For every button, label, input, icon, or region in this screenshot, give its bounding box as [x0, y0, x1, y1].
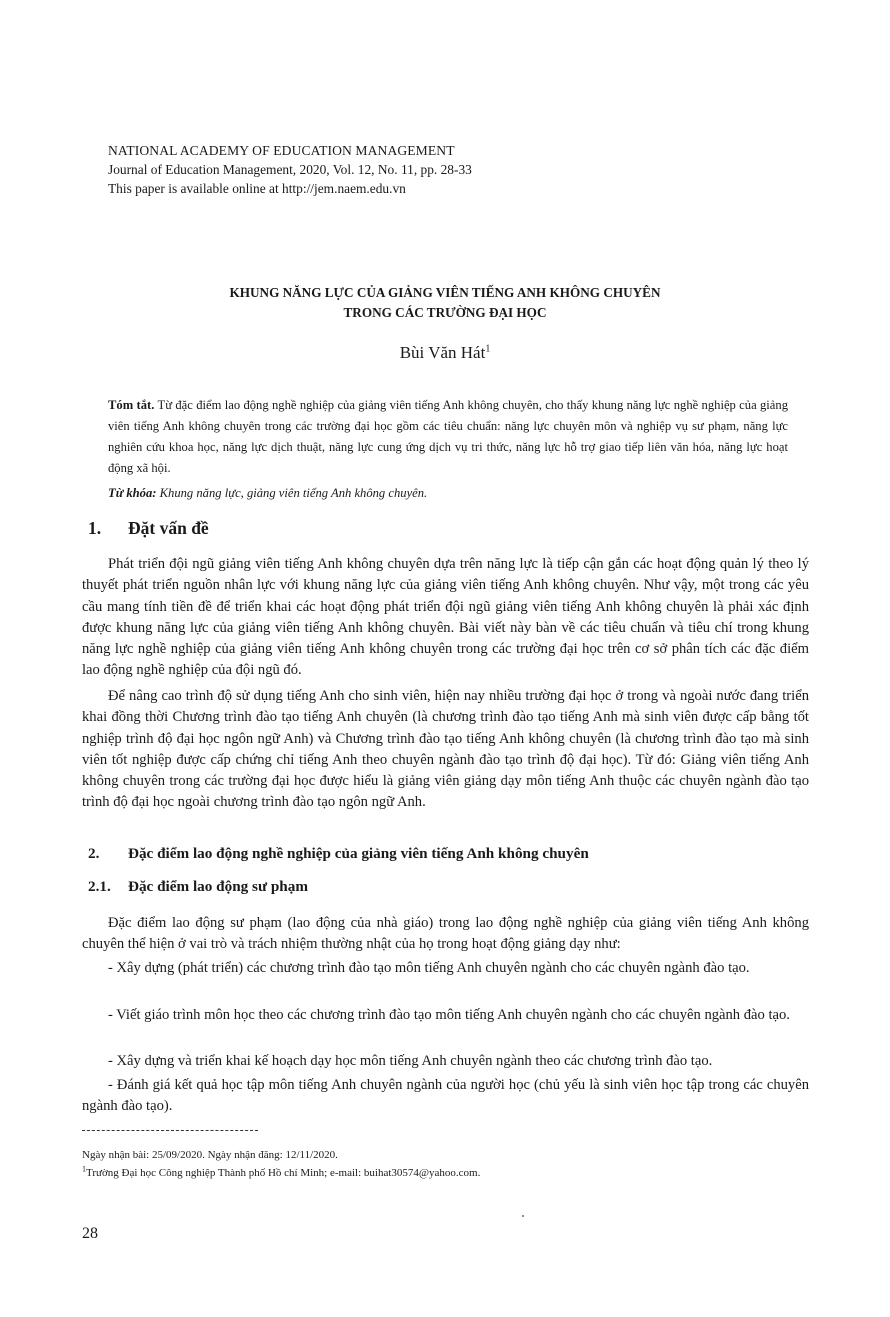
abstract-text: Từ đặc điểm lao động nghề nghiệp của giảng viên tiếng Anh không chuyên, cho thấy khung năng lực nghề nghiệp của giảng viên tiếng Anh không chuyên trong các trường đại học gồm các tiêu chuẩn: năng lực chuyên môn và nghiệp vụ sư phạm, năng lực nghiên cứu khoa học, năng lực dịch thuật, năng lực cung ứng dịch vụ tri thức, năng lực hỗ trợ giao tiếp liên văn hóa, năng lực hoạt động xã hội.	[108, 398, 788, 475]
publisher-name: NATIONAL ACADEMY OF EDUCATION MANAGEMENT	[108, 143, 455, 158]
title-line-1: KHUNG NĂNG LỰC CỦA GIẢNG VIÊN TIẾNG ANH KHÔNG CHUYÊN	[229, 285, 661, 300]
keywords-label: Từ khóa:	[108, 486, 157, 500]
journal-header	[108, 141, 472, 198]
affiliation-text: Trường Đại học Công nghiệp Thành phố Hồ chí Minh; e-mail: buihat30574@yahoo.com.	[86, 1167, 481, 1179]
online-availability: This paper is available online at http://jem.naem.edu.vn	[108, 181, 406, 196]
footnote-marker: 1	[82, 1164, 86, 1174]
footnote-divider	[82, 1130, 258, 1131]
section-1-number: 1.	[88, 518, 102, 538]
section-1-paragraph-2: Để nâng cao trình độ sử dụng tiếng Anh cho sinh viên, hiện nay nhiều trường đại học ở trong và ngoài nước đang triển khai đồng thời Chương trình đào tạo tiếng Anh chuyên (là chương trình đào tạo tiếng Anh mà sinh viên được cấp bằng tốt nghiệp trình độ đại học ngôn ngữ Anh) và Chương trình đào tạo tiếng Anh không chuyên (là chương trình đào tạo mà sinh viên tốt nghiệp được cấp chứng chỉ tiếng Anh theo chuyên ngành đào tạo trình độ đại học). Từ đó: Giảng viên tiếng Anh không chuyên trong các trường đại học được hiểu là giảng viên giảng dạy môn tiếng Anh thuộc các chuyên ngành đào tạo trình độ đại học ngoài chương trình đào tạo ngôn ngữ Anh.	[82, 688, 809, 811]
abstract-label: Tóm tắt.	[108, 398, 155, 412]
list-item: - Xây dựng (phát triển) các chương trình đào tạo môn tiếng Anh chuyên ngành cho các chuyên ngành đào tạo.	[108, 960, 750, 976]
section-2-title: Đặc điểm lao động nghề nghiệp của giảng viên tiếng Anh không chuyên	[128, 845, 589, 862]
author-footnote-marker: 1	[485, 343, 491, 355]
keywords-text: Khung năng lực, giảng viên tiếng Anh không chuyên.	[156, 486, 428, 500]
journal-citation: Journal of Education Management, 2020, Vol. 12, No. 11, pp. 28-33	[108, 162, 472, 177]
page-number: 28	[82, 1225, 98, 1242]
author-line	[0, 343, 890, 363]
section-2-heading	[88, 845, 589, 863]
section-1-paragraph-1: Phát triển đội ngũ giảng viên tiếng Anh không chuyên dựa trên năng lực là tiếp cận gắn các hoạt động quản lý theo lý thuyết phát triển nguồn nhân lực với khung năng lực của giảng viên tiếng Anh không chuyên. Như vậy, một trong các yêu cầu mang tính tiền đề để triển khai các hoạt động phát triển đội ngũ giảng viên tiếng Anh không chuyên là phải xác định được khung năng lực của giảng viên tiếng Anh không chuyên. Bài viết này bàn về các tiêu chuẩn và tiêu chí trong khung năng lực nghề nghiệp của giảng viên tiếng Anh không chuyên trong các trường đại học trên cơ sở phân tích các đặc điểm lao động nghề nghiệp của đội ngũ đó.	[82, 556, 809, 679]
footnote-affiliation	[82, 1165, 809, 1181]
section-2-1-title: Đặc điểm lao động sư phạm	[128, 878, 308, 895]
title-line-2: TRONG CÁC TRƯỜNG ĐẠI HỌC	[343, 305, 547, 320]
section-2-1-number: 2.1.	[88, 878, 111, 895]
list-item: - Xây dựng và triển khai kế hoạch dạy học môn tiếng Anh chuyên ngành theo các chương trình đào tạo.	[108, 1053, 713, 1069]
section-2-1-paragraph: Đặc điểm lao động sư phạm (lao động của nhà giáo) trong lao động nghề nghiệp của giảng viên tiếng Anh không chuyên thể hiện ở vai trò và trách nhiệm thường nhật của họ trong hoạt động giảng dạy như:	[82, 915, 809, 953]
abstract	[108, 395, 788, 479]
list-item: - Viết giáo trình môn học theo các chương trình đào tạo môn tiếng Anh chuyên ngành cho các chuyên ngành đào tạo.	[108, 1007, 790, 1023]
list-item: - Đánh giá kết quả học tập môn tiếng Anh chuyên ngành của người học (chủ yếu là sinh viên học tập trong các chuyên ngành đào tạo).	[82, 1077, 809, 1115]
footnote-dates: Ngày nhận bài: 25/09/2020. Ngày nhận đăng: 12/11/2020.	[82, 1149, 338, 1161]
section-1-heading	[88, 518, 209, 539]
section-1-title: Đặt vấn đề	[128, 518, 209, 538]
section-2-1-heading	[88, 878, 308, 896]
section-2-number: 2.	[88, 845, 100, 862]
scan-speck	[522, 1215, 524, 1217]
keywords	[108, 486, 788, 501]
paper-title	[0, 283, 890, 323]
author-name: Bùi Văn Hát	[399, 343, 486, 362]
